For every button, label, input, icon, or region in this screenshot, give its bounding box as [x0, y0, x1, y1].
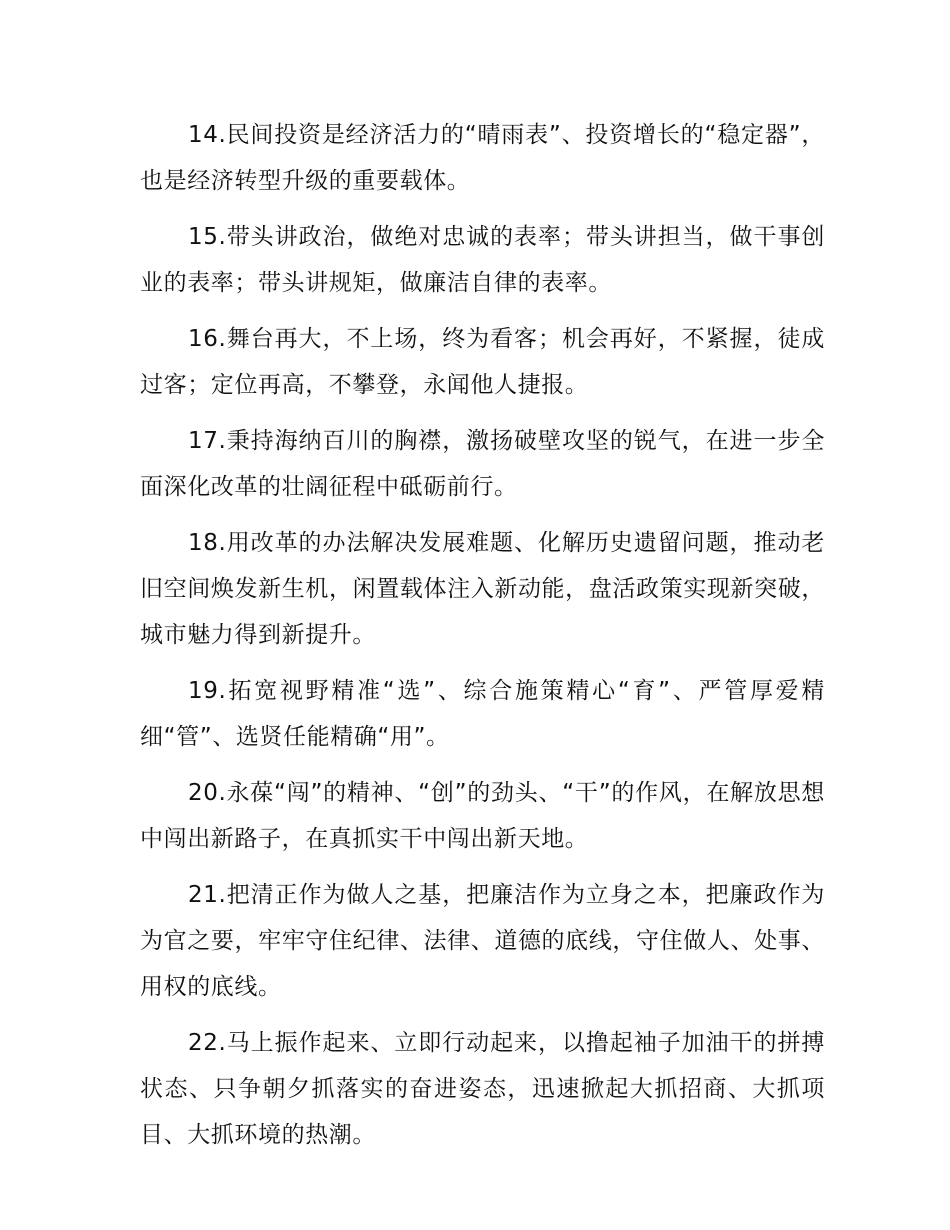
paragraph-19: 19.拓宽视野精准“选”、综合施策精心“育”、严管厚爱精细“管”、选贤任能精确“用”。	[140, 678, 825, 750]
paragraph-22: 22.马上振作起来、立即行动起来，以撸起袖子加油干的拼搏状态、只争朝夕抓落实的奋进姿态，迅速掀起大抓招商、大抓项目、大抓环境的热潮。	[140, 1030, 825, 1148]
paragraph-21: 21.把清正作为做人之基，把廉洁作为立身之本，把廉政作为为官之要，牢牢守住纪律、法律、道德的底线，守住做人、处事、用权的底线。	[140, 882, 825, 1000]
paragraph-17: 17.秉持海纳百川的胸襟，激扬破壁攻坚的锐气，在进一步全面深化改革的壮阔征程中砥砺前行。	[140, 428, 825, 500]
paragraph-15: 15.带头讲政治，做绝对忠诚的表率；带头讲担当，做干事创业的表率；带头讲规矩，做廉洁自律的表率。	[140, 224, 825, 296]
document-body	[140, 112, 825, 1168]
paragraph-18: 18.用改革的办法解决发展难题、化解历史遗留问题，推动老旧空间焕发新生机，闲置载体注入新动能，盘活政策实现新突破，城市魅力得到新提升。	[140, 530, 825, 648]
paragraph-14: 14.民间投资是经济活力的“晴雨表”、投资增长的“稳定器”，也是经济转型升级的重要载体。	[140, 122, 825, 194]
paragraph-16: 16.舞台再大，不上场，终为看客；机会再好，不紧握，徒成过客；定位再高，不攀登，永闻他人捷报。	[140, 326, 825, 398]
paragraph-20: 20.永葆“闯”的精神、“创”的劲头、“干”的作风，在解放思想中闯出新路子，在真抓实干中闯出新天地。	[140, 780, 825, 852]
